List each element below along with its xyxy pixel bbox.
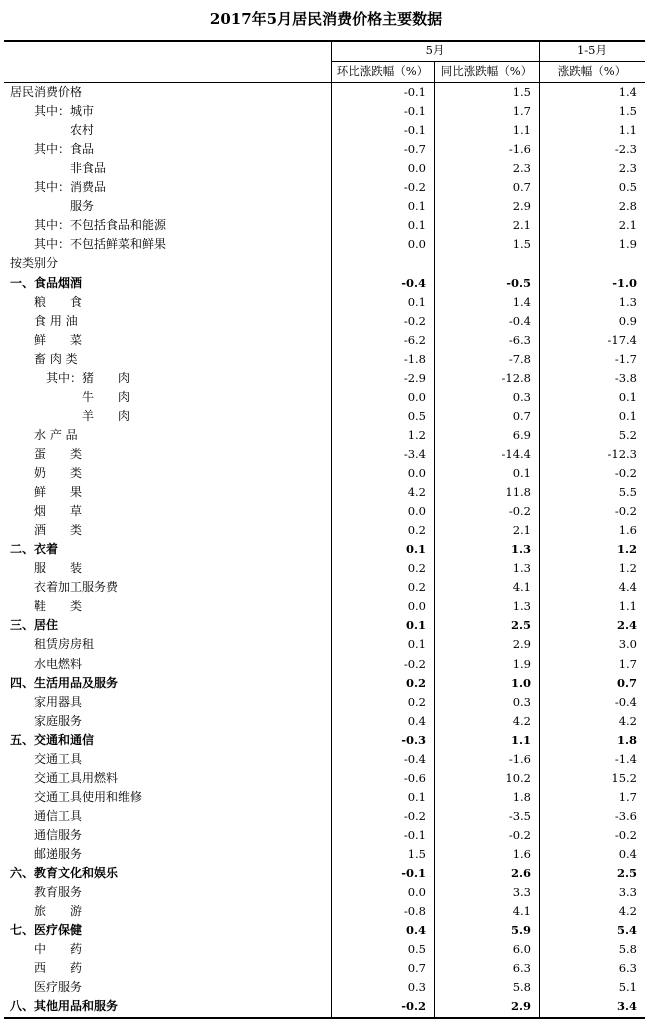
- row-label: 六、教育文化和娱乐: [10, 866, 119, 881]
- cell-mom: 0.2: [407, 694, 426, 709]
- cell-yoy: 4.1: [512, 580, 531, 595]
- cell-mom: 0.0: [407, 504, 426, 519]
- cell-ytd: 5.2: [618, 427, 637, 442]
- cell-ytd: 0.1: [618, 389, 637, 404]
- cell-mom: 4.2: [407, 485, 426, 500]
- cell-ytd: 5.5: [618, 485, 637, 500]
- row-label: 水电燃料: [34, 656, 83, 671]
- row-label: 中 药: [34, 942, 83, 957]
- cell-mom: 0.2: [407, 580, 426, 595]
- cell-yoy: -6.3: [508, 332, 531, 347]
- row-label: 家庭服务: [34, 713, 83, 728]
- cell-yoy: -7.8: [508, 351, 531, 366]
- cell-ytd: -1.0: [612, 275, 637, 290]
- row-label: 鲜 果: [34, 485, 83, 500]
- cell-mom: -0.1: [401, 866, 426, 881]
- row-label: 其中：城市: [34, 104, 95, 119]
- cell-ytd: 0.4: [618, 847, 637, 861]
- row-label: 其中：猪 肉: [46, 370, 131, 385]
- cell-yoy: 6.9: [512, 427, 531, 442]
- header-col-mom: 环比涨跌幅（%）: [336, 64, 429, 78]
- cell-yoy: -0.5: [506, 275, 531, 290]
- row-label: 鲜 菜: [34, 332, 83, 347]
- row-label: 鞋 类: [34, 599, 83, 614]
- row-label: 农村: [70, 123, 95, 138]
- cell-yoy: 6.0: [512, 942, 531, 957]
- cell-ytd: -0.2: [614, 827, 637, 842]
- cell-yoy: -3.5: [508, 808, 531, 823]
- cell-mom: -0.1: [403, 827, 426, 842]
- cell-yoy: 2.1: [512, 218, 531, 233]
- cell-ytd: 3.4: [616, 999, 637, 1014]
- row-label: 家用器具: [34, 694, 83, 709]
- cell-ytd: 2.3: [618, 161, 637, 176]
- cell-yoy: 2.1: [512, 523, 531, 538]
- cell-yoy: 10.2: [505, 770, 531, 785]
- cell-mom: -0.4: [401, 275, 426, 290]
- cell-yoy: 1.1: [512, 123, 531, 138]
- cell-mom: 0.0: [407, 161, 426, 176]
- cell-yoy: -0.2: [508, 504, 531, 519]
- cell-mom: 0.2: [407, 561, 426, 576]
- cell-mom: -3.4: [403, 446, 426, 461]
- cell-yoy: 5.8: [512, 980, 531, 995]
- cell-mom: 0.0: [407, 466, 426, 480]
- cell-ytd: -3.8: [614, 370, 637, 385]
- row-label: 三、居住: [10, 618, 59, 633]
- cell-mom: -0.1: [403, 104, 426, 119]
- cell-ytd: 2.5: [616, 866, 637, 881]
- cell-mom: 0.0: [407, 885, 426, 900]
- cell-ytd: 1.3: [618, 294, 637, 309]
- cell-ytd: 1.9: [618, 237, 637, 252]
- cell-mom: -0.2: [403, 313, 426, 328]
- cell-ytd: 5.4: [616, 923, 637, 938]
- cell-yoy: 1.1: [510, 732, 531, 747]
- row-label: 教育服务: [34, 885, 83, 900]
- row-label: 交通工具: [34, 751, 83, 766]
- cell-ytd: 2.4: [616, 618, 637, 633]
- cell-yoy: -0.4: [508, 313, 531, 328]
- cell-ytd: 1.6: [618, 523, 637, 538]
- cell-mom: 0.1: [405, 542, 426, 557]
- cell-ytd: -12.3: [607, 446, 637, 461]
- cell-yoy: 6.3: [512, 961, 531, 976]
- cell-ytd: 3.3: [618, 885, 637, 900]
- cell-ytd: -0.2: [614, 466, 637, 480]
- cell-mom: -0.6: [403, 770, 426, 785]
- cell-mom: 0.2: [405, 675, 426, 690]
- cell-yoy: 0.3: [512, 389, 531, 404]
- header-group-jan-may: 1-5月: [576, 43, 608, 57]
- cell-ytd: 0.7: [616, 675, 637, 690]
- row-label: 七、医疗保健: [10, 923, 83, 938]
- cell-ytd: 1.7: [618, 656, 637, 671]
- cell-mom: -0.7: [403, 142, 426, 157]
- cell-yoy: 1.9: [512, 656, 531, 671]
- cell-yoy: 2.9: [512, 199, 531, 214]
- cell-mom: -0.3: [401, 732, 426, 747]
- row-label: 租赁房房租: [34, 637, 95, 652]
- cell-yoy: 0.3: [512, 694, 531, 709]
- row-label: 医疗服务: [34, 980, 83, 995]
- cell-ytd: 0.9: [618, 313, 637, 328]
- cell-ytd: 0.1: [618, 408, 637, 423]
- cell-yoy: 3.3: [512, 885, 531, 900]
- cell-yoy: 2.9: [512, 637, 531, 652]
- cell-mom: 0.2: [407, 523, 426, 538]
- cell-yoy: 2.9: [510, 999, 531, 1014]
- cell-mom: 0.4: [407, 713, 426, 728]
- cell-mom: -1.8: [403, 351, 426, 366]
- row-label: 畜 肉 类: [34, 351, 78, 366]
- cell-mom: -0.1: [403, 85, 426, 99]
- cell-ytd: 15.2: [611, 770, 637, 785]
- row-label: 烟 草: [34, 504, 83, 519]
- header-group-may: 5月: [425, 43, 445, 57]
- cell-yoy: 5.9: [510, 923, 531, 938]
- cell-yoy: 2.6: [510, 866, 531, 881]
- cell-yoy: 1.5: [512, 85, 531, 99]
- cell-ytd: 4.2: [618, 713, 637, 728]
- cell-mom: -0.2: [403, 656, 426, 671]
- cell-mom: 0.5: [407, 942, 426, 957]
- cell-yoy: 1.8: [512, 789, 531, 804]
- cell-mom: 0.1: [407, 218, 426, 233]
- cell-yoy: -1.6: [508, 751, 531, 766]
- cell-ytd: -2.3: [614, 142, 637, 157]
- row-label: 五、交通和通信: [10, 732, 95, 747]
- row-label: 一、食品烟酒: [10, 275, 83, 290]
- cell-ytd: 2.8: [618, 199, 637, 214]
- cell-yoy: 1.4: [512, 294, 531, 309]
- cell-ytd: -0.4: [614, 694, 637, 709]
- row-label: 通信工具: [34, 808, 83, 823]
- cell-yoy: -14.4: [501, 446, 531, 461]
- cell-yoy: 1.6: [512, 847, 531, 861]
- row-label: 酒 类: [34, 523, 83, 538]
- cell-mom: 0.1: [407, 637, 426, 652]
- row-label: 食 用 油: [34, 313, 78, 328]
- row-label: 服 装: [34, 561, 83, 576]
- row-label: 交通工具用燃料: [34, 770, 119, 785]
- row-label: 奶 类: [34, 466, 83, 480]
- cell-yoy: -1.6: [508, 142, 531, 157]
- cell-mom: 0.1: [407, 199, 426, 214]
- row-label: 西 药: [34, 961, 83, 976]
- header-col-ytd: 涨跌幅（%）: [557, 64, 627, 78]
- row-label: 其中：消费品: [34, 180, 107, 195]
- row-label: 邮递服务: [34, 847, 83, 861]
- cell-ytd: -1.7: [614, 351, 637, 366]
- cell-yoy: -12.8: [501, 370, 531, 385]
- row-label: 蛋 类: [34, 446, 83, 461]
- cell-mom: -0.8: [403, 904, 426, 919]
- row-label: 非食品: [70, 161, 107, 176]
- cell-ytd: 4.4: [618, 580, 637, 595]
- cell-ytd: 1.5: [618, 104, 637, 119]
- cell-mom: -0.4: [403, 751, 426, 766]
- cell-ytd: 5.8: [618, 942, 637, 957]
- cell-ytd: 1.2: [616, 542, 637, 557]
- cell-yoy: 1.7: [512, 104, 531, 119]
- cell-ytd: 1.7: [618, 789, 637, 804]
- row-label: 八、其他用品和服务: [10, 999, 119, 1014]
- row-label: 羊 肉: [82, 408, 131, 423]
- cell-yoy: 1.0: [510, 675, 531, 690]
- cell-mom: 0.4: [405, 923, 426, 938]
- row-label: 牛 肉: [82, 389, 131, 404]
- row-label: 其中：不包括食品和能源: [34, 218, 167, 233]
- cell-ytd: -0.2: [614, 504, 637, 519]
- cell-yoy: 11.8: [505, 485, 531, 500]
- cell-yoy: 0.1: [512, 466, 531, 480]
- row-label: 水 产 品: [34, 427, 78, 442]
- cell-mom: 0.3: [407, 980, 426, 995]
- cell-mom: 0.0: [407, 389, 426, 404]
- cell-ytd: 1.1: [618, 123, 637, 138]
- row-label: 通信服务: [34, 827, 83, 842]
- cell-yoy: 2.3: [512, 161, 531, 176]
- row-label: 交通工具使用和维修: [34, 789, 143, 804]
- cell-ytd: 1.4: [618, 85, 637, 99]
- cell-ytd: 1.1: [618, 599, 637, 614]
- cell-mom: 0.1: [407, 294, 426, 309]
- cell-mom: -0.2: [403, 180, 426, 195]
- header-col-yoy: 同比涨跌幅（%）: [440, 64, 533, 78]
- cell-yoy: 0.7: [512, 180, 531, 195]
- cell-yoy: 0.7: [512, 408, 531, 423]
- page-title: 2017年5月居民消费价格主要数据: [209, 10, 443, 28]
- row-label: 按类别分: [10, 256, 59, 271]
- cell-yoy: 1.3: [512, 599, 531, 614]
- bottom-rule: [4, 1017, 645, 1019]
- cell-mom: 0.0: [407, 599, 426, 614]
- cell-mom: -2.9: [403, 370, 426, 385]
- cell-mom: 1.5: [407, 847, 426, 861]
- cell-ytd: -17.4: [607, 332, 637, 347]
- cell-ytd: 6.3: [618, 961, 637, 976]
- cell-ytd: 3.0: [618, 637, 637, 652]
- cell-mom: 0.5: [407, 408, 426, 423]
- row-label: 服务: [70, 199, 95, 214]
- cell-yoy: 1.3: [512, 561, 531, 576]
- cell-mom: 1.2: [407, 427, 426, 442]
- cell-mom: -6.2: [403, 332, 426, 347]
- cell-mom: -0.1: [403, 123, 426, 138]
- cell-ytd: 0.5: [618, 180, 637, 195]
- row-label: 居民消费价格: [10, 85, 83, 99]
- cell-ytd: 2.1: [618, 218, 637, 233]
- cell-ytd: -1.4: [614, 751, 637, 766]
- cell-mom: -0.2: [403, 808, 426, 823]
- row-label: 其中：不包括鲜菜和鲜果: [34, 237, 167, 252]
- cell-yoy: 1.3: [510, 542, 531, 557]
- cell-ytd: 1.2: [618, 561, 637, 576]
- cell-ytd: 5.1: [618, 980, 637, 995]
- cell-mom: 0.0: [407, 237, 426, 252]
- cell-yoy: -0.2: [508, 827, 531, 842]
- cell-mom: 0.1: [407, 789, 426, 804]
- cell-mom: 0.7: [407, 961, 426, 976]
- cell-ytd: -3.6: [614, 808, 637, 823]
- cell-mom: 0.1: [405, 618, 426, 633]
- cell-yoy: 1.5: [512, 237, 531, 252]
- row-label: 二、衣着: [10, 542, 59, 557]
- cell-yoy: 4.1: [512, 904, 531, 919]
- row-label: 其中：食品: [34, 142, 95, 157]
- cell-ytd: 4.2: [618, 904, 637, 919]
- row-label: 衣着加工服务费: [34, 580, 119, 595]
- row-label: 四、生活用品及服务: [10, 675, 119, 690]
- cell-yoy: 2.5: [510, 618, 531, 633]
- cell-ytd: 1.8: [616, 732, 637, 747]
- row-label: 旅 游: [34, 904, 83, 919]
- row-label: 粮 食: [34, 294, 83, 309]
- cell-yoy: 4.2: [512, 713, 531, 728]
- cell-mom: -0.2: [401, 999, 426, 1014]
